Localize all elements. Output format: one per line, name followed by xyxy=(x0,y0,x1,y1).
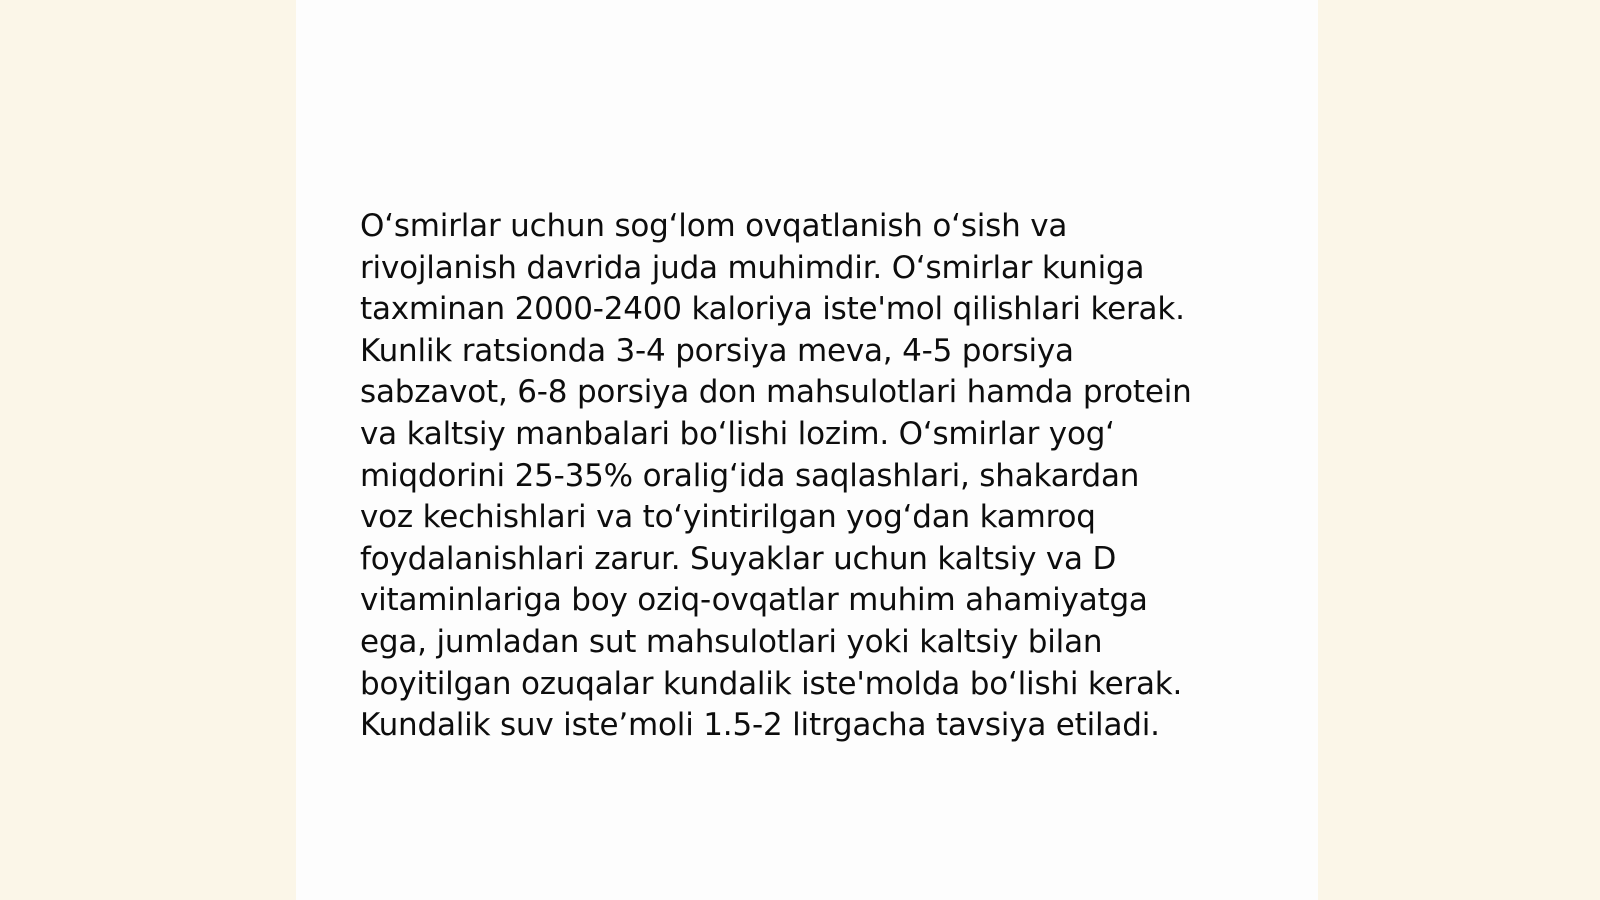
text-line: sabzavot, 6-8 porsiya don mahsulotlari hamda protein xyxy=(360,374,1192,411)
text-line: voz kechishlari va to‘yintirilgan yog‘dan kamroq xyxy=(360,499,1096,536)
text-line: rivojlanish davrida juda muhimdir. O‘smirlar kuniga xyxy=(360,249,1145,286)
text-line: vitaminlariga boy oziq-ovqatlar muhim ahamiyatga xyxy=(360,582,1148,619)
slide-body-text xyxy=(360,206,1260,747)
slide-canvas xyxy=(296,0,1318,900)
text-line: Kundalik suv iste’moli 1.5-2 litrgacha tavsiya etiladi. xyxy=(360,707,1160,744)
text-line: taxminan 2000-2400 kaloriya iste'mol qilishlari kerak. xyxy=(360,291,1185,328)
text-line: va kaltsiy manbalari bo‘lishi lozim. O‘smirlar yog‘ xyxy=(360,415,1115,452)
right-margin-band xyxy=(1318,0,1600,900)
left-margin-band xyxy=(0,0,296,900)
text-line: O‘smirlar uchun sog‘lom ovqatlanish o‘sish va xyxy=(360,208,1068,244)
text-line: ega, jumladan sut mahsulotlari yoki kaltsiy bilan xyxy=(360,623,1103,660)
text-line: miqdorini 25-35% oralig‘ida saqlashlari, shakardan xyxy=(360,457,1140,494)
text-line: boyitilgan ozuqalar kundalik iste'molda bo‘lishi kerak. xyxy=(360,665,1183,702)
text-line: Kunlik ratsionda 3-4 porsiya meva, 4-5 porsiya xyxy=(360,332,1074,369)
text-line: foydalanishlari zarur. Suyaklar uchun kaltsiy va D xyxy=(360,540,1117,577)
